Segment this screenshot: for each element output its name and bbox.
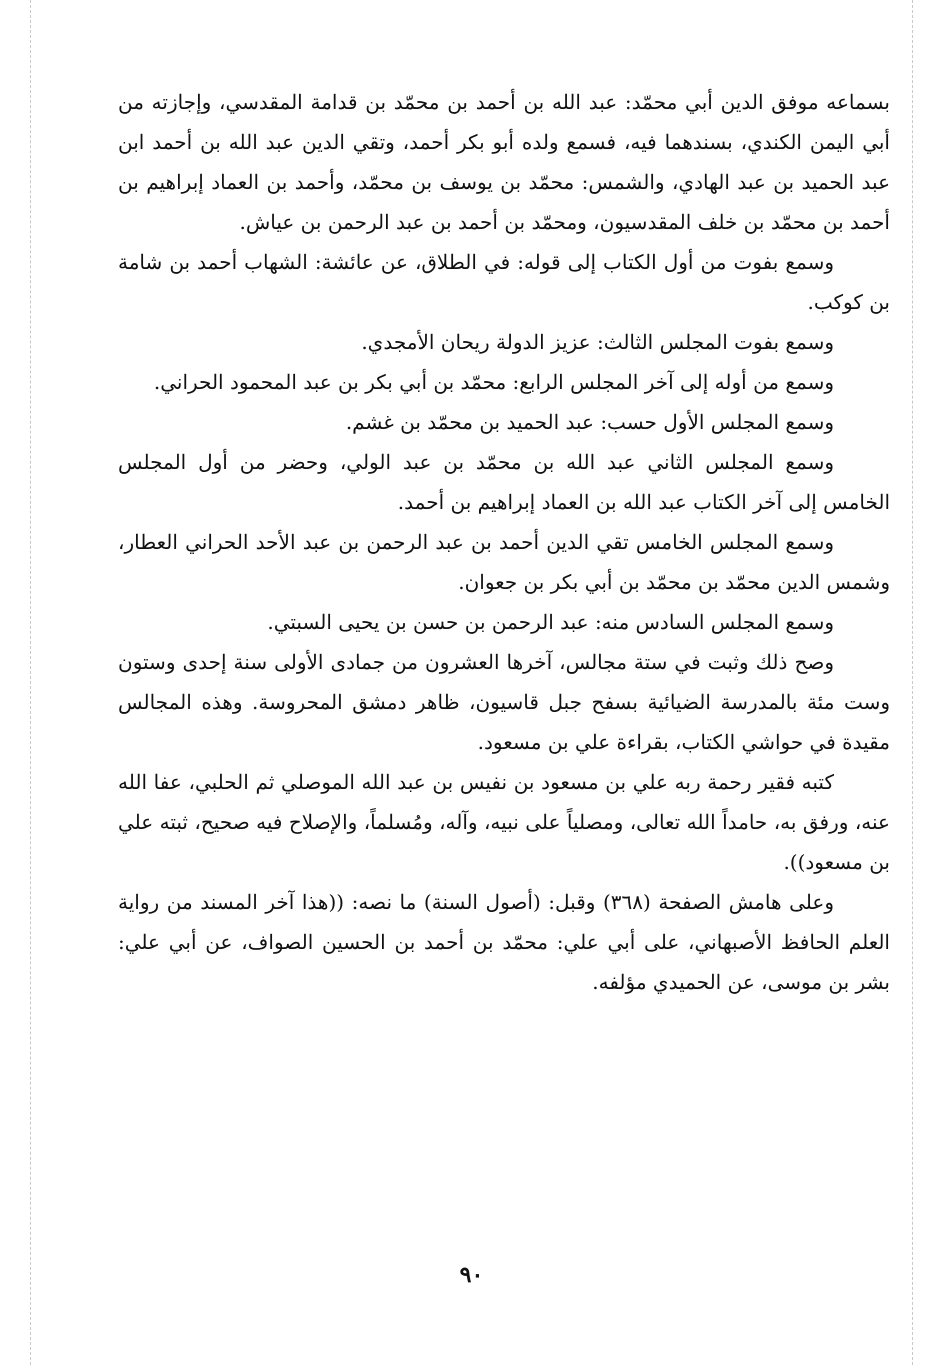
right-margin-guide <box>912 0 913 1365</box>
page-number: ٩٠ <box>459 1262 484 1288</box>
paragraph-9: وصح ذلك وثبت في ستة مجالس، آخرها العشرون من جمادى الأولى سنة إحدى وستون وست مئة بالمدرسة الضيائية بسفح جبل قاسيون، ظاهر دمشق المحروسة. وهذه المجالس مقيدة في حواشي الكتاب، بقراءة علي بن مسعود. <box>118 650 890 754</box>
paragraph-6: وسمع المجلس الثاني عبد الله بن محمّد بن عبد الولي، وحضر من أول المجلس الخامس إلى آخر الكتاب عبد الله بن العماد إبراهيم بن أحمد. <box>118 450 890 514</box>
paragraph-11: وعلى هامش الصفحة (٣٦٨) وقبل: (أصول السنة) ما نصه: ((هذا آخر المسند من رواية العلم الحافظ الأصبهاني، على أبي علي: محمّد بن أحمد بن الحسين الصواف، عن أبي علي: بشر بن موسى، عن الحميدي مؤلفه. <box>118 890 890 994</box>
paragraph-1: بسماعه موفق الدين أبي محمّد: عبد الله بن أحمد بن محمّد بن قدامة المقدسي، وإجازته من أبي اليمن الكندي، بسندهما فيه، فسمع ولده أبو بكر أحمد، وتقي الدين عبد الله بن أحمد ابن عبد الحميد بن عبد الهادي، والشمس: محمّد بن يوسف بن محمّد، وأحمد بن العماد إبراهيم بن أحمد بن محمّد بن خلف المقدسيون، ومحمّد بن أحمد بن عبد الرحمن بن عياش. <box>118 90 890 234</box>
paragraph-3: وسمع بفوت المجلس الثالث: عزيز الدولة ريحان الأمجدي. <box>361 330 834 354</box>
paragraph-2: وسمع بفوت من أول الكتاب إلى قوله: في الطلاق، عن عائشة: الشهاب أحمد بن شامة بن كوكب. <box>118 250 890 314</box>
paragraph-7: وسمع المجلس الخامس تقي الدين أحمد بن عبد الرحمن بن عبد الأحد الحراني العطار، وشمس الدين محمّد بن محمّد بن أبي بكر بن جعوان. <box>118 530 890 594</box>
left-margin-guide <box>30 0 31 1365</box>
paragraph-5: وسمع المجلس الأول حسب: عبد الحميد بن محمّد بن غشم. <box>345 410 834 434</box>
paragraph-10: كتبه فقير رحمة ربه علي بن مسعود بن نفيس بن عبد الله الموصلي ثم الحلبي، عفا الله عنه، ورفق به، حامداً الله تعالى، ومصلياً على نبيه، وآله، ومُسلماً، والإصلاح فيه صحيح، ثبته علي بن مسعود)). <box>118 770 890 874</box>
paragraph-4: وسمع من أوله إلى آخر المجلس الرابع: محمّد بن أبي بكر بن عبد المحمود الحراني. <box>153 370 834 394</box>
paragraph-8: وسمع المجلس السادس منه: عبد الرحمن بن حسن بن يحيى السبتي. <box>267 610 834 634</box>
page-body-text <box>118 82 890 1002</box>
